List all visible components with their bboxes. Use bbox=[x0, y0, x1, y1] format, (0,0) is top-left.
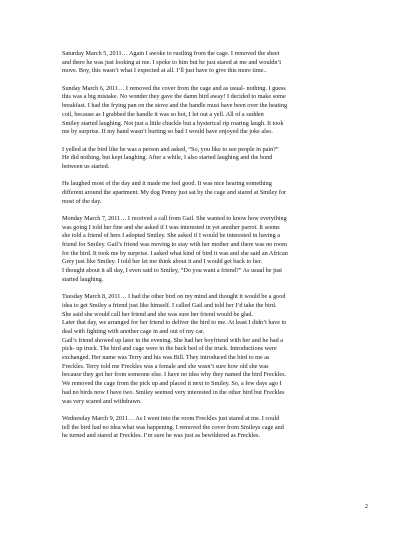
text-line: We removed the cage from the pick up and placed it next to Smiley. So, a few days ago I bbox=[62, 380, 282, 388]
paragraph-march-8 bbox=[62, 293, 370, 406]
text-line: Tuesday March 8, 2011… I had the other bird on my mind and thought it would be a good bbox=[62, 293, 286, 301]
paragraph-laughed-all-day bbox=[62, 180, 370, 206]
text-line: Sunday March 6, 2011… I removed the cover from the cage and as usual- nothing. I guess bbox=[62, 84, 286, 92]
text-line: was very scared and withdrawn. bbox=[62, 397, 142, 405]
text-line: He did nothing, but kept laughing. After a while, I also started laughing and the bond bbox=[62, 154, 273, 162]
text-line: he turned and stared at Freckles. I’m sure he was just as bewildered as Freckles. bbox=[62, 432, 260, 440]
text-line: tell the bird had no idea what was happening. I removed the cover from Smileys cage and bbox=[62, 423, 284, 431]
paragraph-march-5 bbox=[62, 50, 370, 76]
text-line: Freckles. Terry told me Freckles was a female and she wasn’t sure how old she was bbox=[62, 362, 269, 370]
text-line: Gail’s friend showed up later in the evening. She had her boyfriend with her and he had a bbox=[62, 336, 283, 344]
text-line: Smiley started laughing. Not just a little chuckle but a hysterical rip roaring laugh. It took bbox=[62, 119, 284, 127]
text-line: Saturday March 5, 2011… Again I awoke to rustling from the cage. I removed the sheet bbox=[62, 50, 280, 57]
text-line: me by surprise. If my hand wasn’t hurting so bad I would have enjoyed the joke also. bbox=[62, 128, 273, 136]
paragraph-march-6 bbox=[62, 85, 370, 137]
text-line: She said she would call her friend and she was sure her friend would be glad. bbox=[62, 310, 254, 318]
text-line: had no birds now I have two. Smiley seemed very interested in the other bird but Freckles bbox=[62, 388, 285, 396]
text-line: friend for Smiley. Gail’s friend was moving to stay with her mother and there was no room bbox=[62, 241, 287, 249]
text-line: was going I told her fine and she asked if I was interested in yet another parrot. It seems bbox=[62, 223, 280, 231]
text-line: I yelled at the bird like he was a person and asked, “So, you like to see people in pain?” bbox=[62, 145, 279, 153]
text-line: deal with fighting with another cage in and out of my car. bbox=[62, 327, 205, 335]
text-line: move. Boy, this wasn’t what I expected at all. I’ll just have to give this more time.. bbox=[62, 67, 267, 75]
paragraph-march-7 bbox=[62, 215, 370, 285]
text-line: He laughed most of the day and it made me feel good. It was nice hearing something bbox=[62, 180, 272, 188]
paragraph-yelled-at-bird bbox=[62, 146, 370, 172]
text-line: different around the apartment. My dog Penny just sat by the cage and stared at Smiley for bbox=[62, 188, 287, 196]
text-line: Grey just like Smiley. I told her let me think about it and I would get back to her. bbox=[62, 258, 262, 266]
document-body bbox=[62, 50, 370, 450]
page-number: 2 bbox=[364, 503, 368, 510]
text-line: idea to get Smiley a friend just like himself. I called Gail and told her I’d take the bird. bbox=[62, 301, 277, 309]
text-line: this was a big mistake. No wonder they gave the damn bird away! I decided to make some bbox=[62, 93, 286, 101]
text-line: and there he was just looking at me. I spoke to him but he just stared at me and wouldn’t bbox=[62, 58, 282, 66]
text-line: she told a friend of hers I adopted Smiley. She asked if I would be interested in having a bbox=[62, 232, 280, 240]
text-line: I thought about it all day, I even said to Smiley, “Do you want a friend?” As usual he just bbox=[62, 267, 283, 275]
text-line: Monday March 7, 2011… I received a call from Gail. She wanted to know how everything bbox=[62, 214, 287, 222]
text-line: because they got her from someone else. I have no idea why they named the bird Freckles. bbox=[62, 371, 287, 379]
text-line: most of the day. bbox=[62, 197, 102, 205]
text-line: pick- up truck. The bird and cage were in the back bed of the truck. Introductions were bbox=[62, 345, 277, 353]
text-line: exchanged. Her name was Terry and his was Bill. They introduced the bird to me as bbox=[62, 354, 270, 362]
text-line: Later that day, we arranged for her friend to deliver the bird to me. At least I didn’t have to bbox=[62, 319, 287, 327]
text-line: Wednesday March 9, 2011… As I went into the room Freckles just stared at me. I could bbox=[62, 414, 280, 422]
text-line: for the bird. It took me by surprise. I asked what kind of bird it was and she said an African bbox=[62, 249, 288, 257]
text-line: started laughing. bbox=[62, 275, 104, 283]
paragraph-march-9 bbox=[62, 415, 370, 441]
text-line: coil, because as I grabbed the handle it was so hot, I let out a yell. All of a sudden bbox=[62, 110, 264, 118]
text-line: between us started. bbox=[62, 162, 110, 170]
text-line: breakfast. I had the frying pan on the stove and the handle must have been over the heating bbox=[62, 102, 288, 110]
